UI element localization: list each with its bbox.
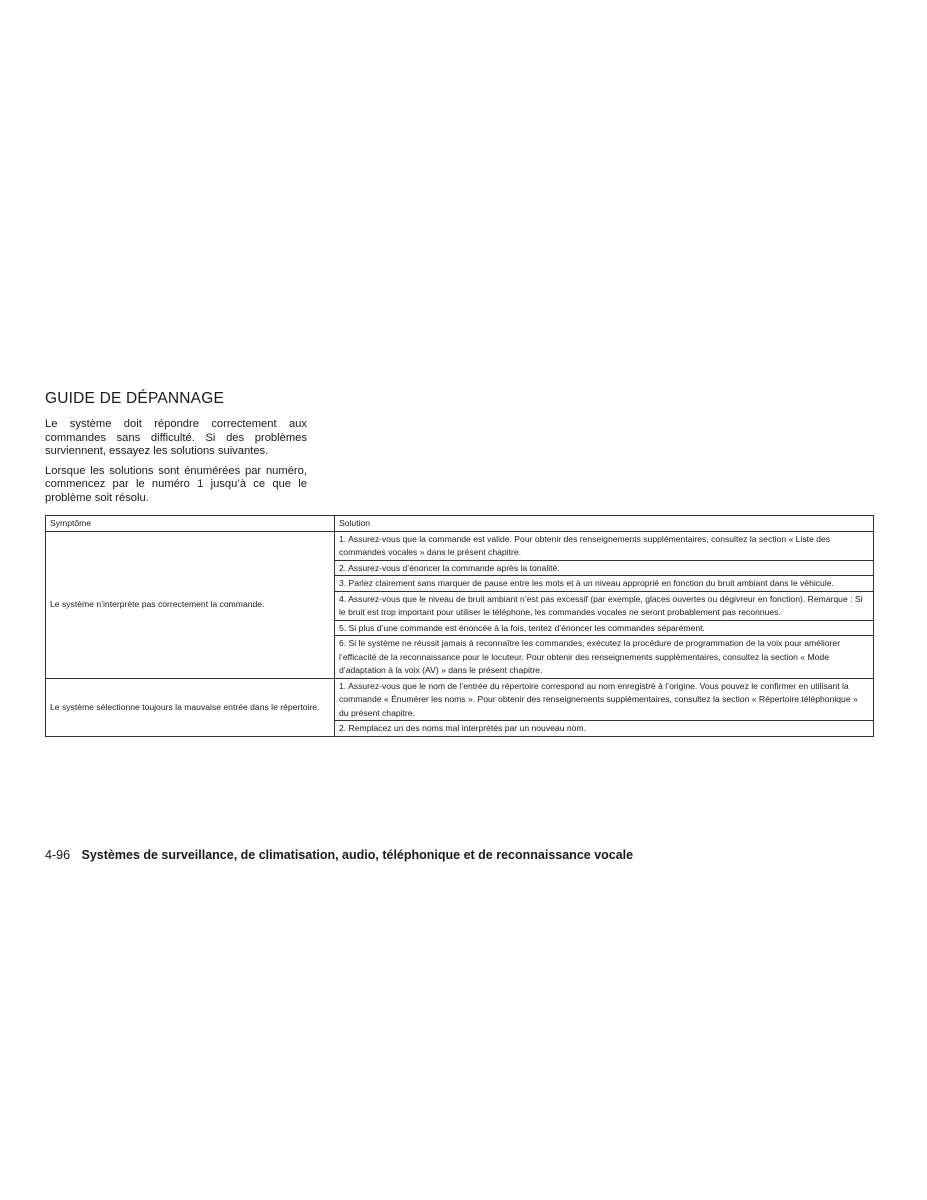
- solution-cell: 1. Assurez-vous que le nom de l’entrée du répertoire correspond au nom enregistré à l’origine. Vous pouvez le confirmer en utilisant la commande « Énumérer les noms ». Pour obtenir des renseignements supplémentaires, consultez la section « Répertoire téléphonique » du présent chapitre.: [335, 678, 874, 721]
- intro-paragraph-1: Le système doit répondre correctement aux commandes sans difficulté. Si des problèmes surviennent, essayez les solutions suivantes.: [45, 418, 307, 457]
- solution-cell: 2. Assurez-vous d’énoncer la commande après la tonalité.: [335, 560, 874, 576]
- page-number: 4-96: [45, 848, 71, 862]
- header-solution: Solution: [335, 516, 874, 532]
- solution-cell: 4. Assurez-vous que le niveau de bruit ambiant n’est pas excessif (par exemple, glaces ouvertes ou dégivreur en fonction). Remarque : Si le bruit est trop important pour utiliser le téléphone, les commandes vocales ne seront probablement pas reconnues.: [335, 591, 874, 620]
- symptom-cell: Le système n’interprète pas correctement la commande.: [46, 531, 335, 678]
- solution-cell: 3. Parlez clairement sans marquer de pause entre les mots et à un niveau approprié en fonction du bruit ambiant dans le véhicule.: [335, 576, 874, 592]
- table-row: [46, 678, 874, 721]
- solution-cell: 1. Assurez-vous que la commande est valide. Pour obtenir des renseignements supplémentaires, consultez la section « Liste des commandes vocales » dans le présent chapitre.: [335, 531, 874, 560]
- solution-cell: 5. Si plus d’une commande est énoncée à la fois, tentez d’énoncer les commandes séparément.: [335, 620, 874, 636]
- page-footer: [45, 848, 633, 862]
- solution-cell: 2. Remplacez un des noms mal interprétés par un nouveau nom.: [335, 721, 874, 737]
- intro-paragraph-2: Lorsque les solutions sont énumérées par numéro, commencez par le numéro 1 jusqu’à ce que le problème soit résolu.: [45, 464, 307, 504]
- troubleshooting-table: [45, 515, 874, 737]
- section-title: GUIDE DE DÉPANNAGE: [45, 390, 225, 407]
- chapter-title: Systèmes de surveillance, de climatisation, audio, téléphonique et de reconnaissance vocale: [81, 848, 634, 862]
- intro-text: [45, 418, 307, 511]
- header-symptom: Symptôme: [46, 516, 335, 532]
- table-row: [46, 531, 874, 560]
- solution-cell: 6. Si le système ne réussit jamais à reconnaître les commandes, exécutez la procédure de programmation de la voix pour améliorer l’efficacité de la reconnaissance pour le locuteur. Pour obtenir des renseignements supplémentaires, consultez la section « Mode d’adaptation à la voix (AV) » dans le présent chapitre.: [335, 636, 874, 679]
- table-header-row: [46, 516, 874, 532]
- symptom-cell: Le système sélectionne toujours la mauvaise entrée dans le répertoire.: [46, 678, 335, 736]
